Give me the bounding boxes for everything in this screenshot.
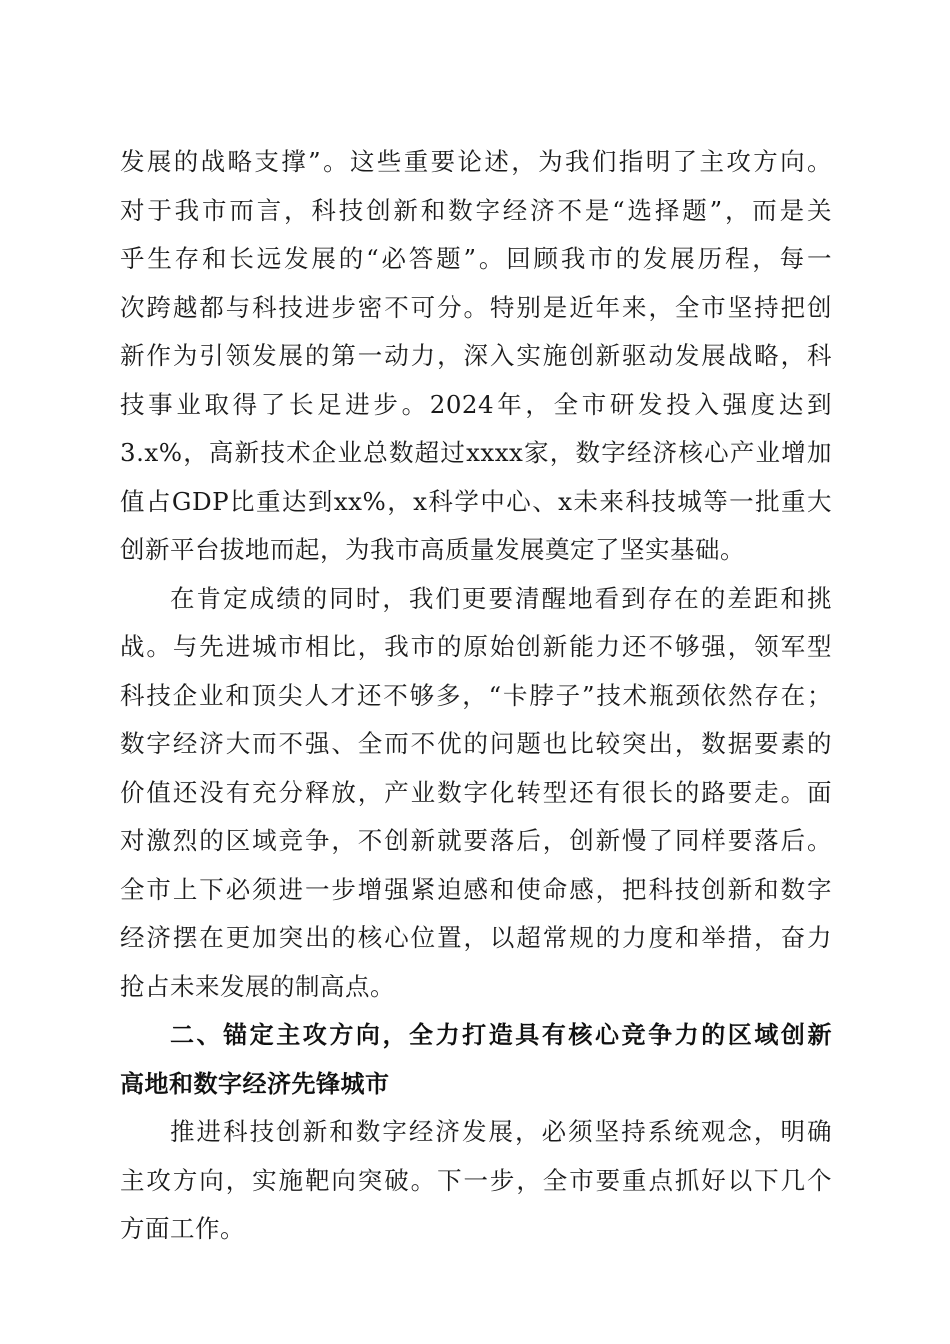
text-line: 价值还没有充分释放，产业数字化转型还有很长的路要走。面 (120, 777, 832, 807)
document-body (120, 138, 832, 1254)
paragraph-direction (120, 1108, 832, 1254)
text-line: 数字经济大而不强、全而不优的问题也比较突出，数据要素的 (120, 729, 832, 758)
text-line: 次跨越都与科技进步密不可分。特别是近年来，全市坚持把创 (120, 292, 832, 322)
text-line: 科技企业和顶尖人才还不够多，“卡脖子”技术瓶颈依然存在； (120, 680, 832, 710)
text-line: 对激烈的区域竞争，不创新就要落后，创新慢了同样要落后。 (120, 826, 832, 855)
text-line: 值占GDP比重达到xx%，x科学中心、x未来科技城等一批重大 (120, 486, 832, 516)
text-line: 抢占未来发展的制高点。 (120, 971, 395, 1001)
section-heading (120, 1011, 832, 1108)
heading-line: 二、锚定主攻方向，全力打造具有核心竞争力的区域创新 (170, 1021, 832, 1049)
text-line: 方面工作。 (120, 1214, 245, 1243)
text-line: 推进科技创新和数字经济发展，必须坚持系统观念，明确 (170, 1117, 832, 1146)
text-line: 全市上下必须进一步增强紧迫感和使命感，把科技创新和数字 (120, 874, 832, 904)
paragraph-achievements (120, 138, 832, 575)
text-line: 对于我市而言，科技创新和数字经济不是“选择题”，而是关 (120, 195, 832, 225)
text-line: 战。与先进城市相比，我市的原始创新能力还不够强，领军型 (120, 632, 832, 661)
text-line: 新作为引领发展的第一动力，深入实施创新驱动发展战略，科 (120, 341, 832, 370)
text-line: 在肯定成绩的同时，我们更要清醒地看到存在的差距和挑 (170, 583, 832, 613)
text-line: 主攻方向，实施靶向突破。下一步，全市要重点抓好以下几个 (120, 1165, 832, 1195)
paragraph-challenges (120, 575, 832, 1012)
heading-line: 高地和数字经济先锋城市 (120, 1069, 390, 1098)
text-line: 3.x%，高新技术企业总数超过xxxx家，数字经济核心产业增加 (120, 438, 832, 467)
text-line: 经济摆在更加突出的核心位置，以超常规的力度和举措，奋力 (120, 923, 832, 952)
text-line: 乎生存和长远发展的“必答题”。回顾我市的发展历程，每一 (120, 244, 832, 273)
text-line: 发展的战略支撑”。这些重要论述，为我们指明了主攻方向。 (120, 147, 832, 176)
text-line: 技事业取得了长足进步。2024年，全市研发投入强度达到 (120, 389, 832, 419)
text-line: 创新平台拔地而起，为我市高质量发展奠定了坚实基础。 (120, 535, 745, 564)
